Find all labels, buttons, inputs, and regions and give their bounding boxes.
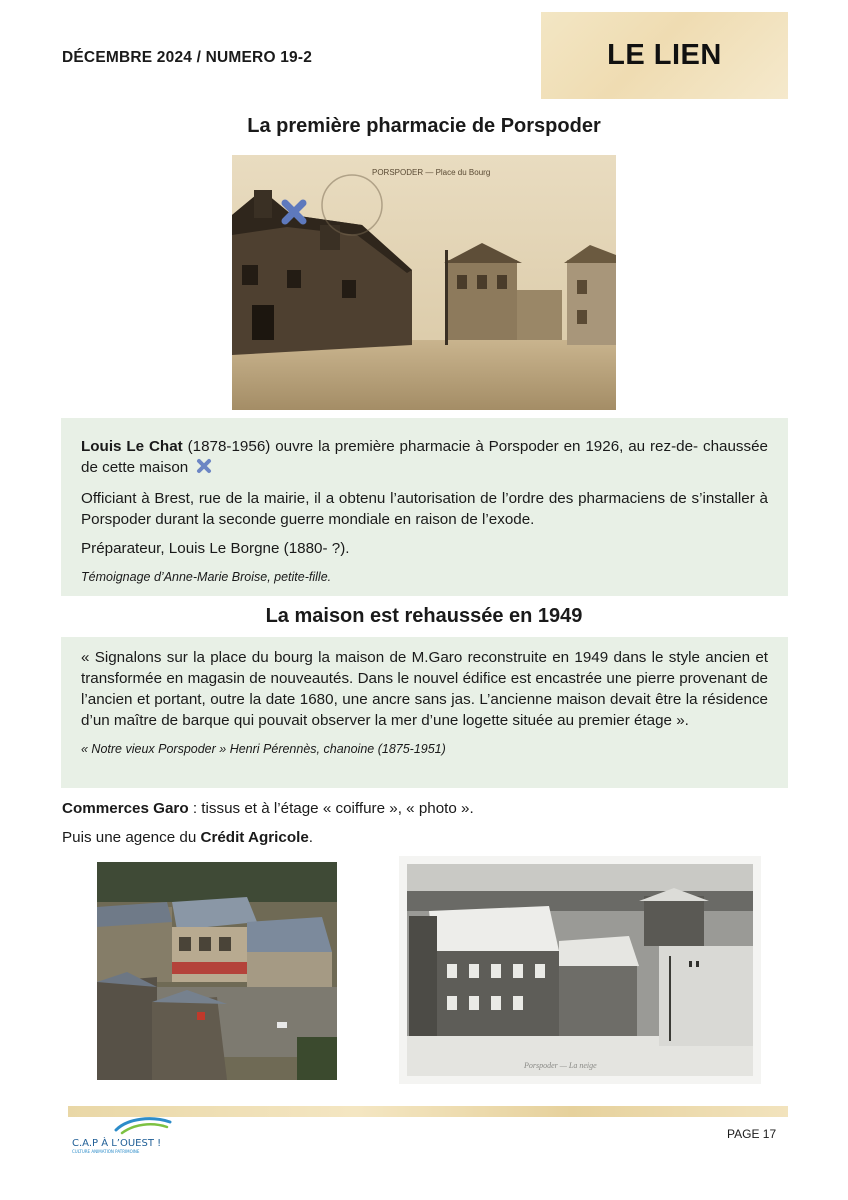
pharmacy-paragraph-3: Préparateur, Louis Le Borgne (1880- ?). (81, 540, 350, 557)
issue-label: DÉCEMBRE 2024 / NUMERO 19-2 (62, 49, 313, 66)
snow-postcard-photo (399, 856, 761, 1084)
page-number: PAGE 17 (727, 1127, 777, 1141)
section-title-house: La maison est rehaussée en 1949 (265, 605, 583, 627)
house-marker-icon (196, 458, 212, 480)
quote-text: « Signalons sur la place du bourg la maison de M.Garo reconstruite en 1949 dans le style ancien et transformée en magasin de nouveautés. Dans le nouvel édifice est encastrée une pierre provenant de l’ancien et portant, outre la date 1680, une ancre sans jas. L’ancienne maison devait être la résidence d’un maître de barque qui pouvait observer la mer d’une logette située au premier étage ». (81, 649, 768, 729)
credit-agricole-line: Puis une agence du Crédit Agricole. (62, 829, 314, 846)
section-title-pharmacy: La première pharmacie de Porspoder (247, 115, 601, 137)
quote-box (61, 637, 788, 788)
publication-banner (541, 12, 788, 99)
cap-a-louest-logo (70, 1116, 180, 1160)
publication-title: LE LIEN (607, 39, 722, 71)
snow-postcard-caption: Porspoder — La neige (524, 1061, 597, 1070)
postcard-photo-place-du-bourg (232, 155, 616, 410)
aerial-color-photo (97, 862, 337, 1080)
logo-text: C.A.P À L’OUEST ! (72, 1138, 162, 1149)
commerces-line: Commerces Garo : tissus et à l’étage « coiffure », « photo ». (62, 800, 474, 817)
pharmacy-paragraph-2: Officiant à Brest, rue de la mairie, il a obtenu l’autorisation de l’ordre des pharmaciens de s’installer à Porspoder durant la seconde guerre mondiale en raison de l’exode. (81, 490, 768, 528)
postcard-caption: PORSPODER — Place du Bourg (372, 168, 491, 177)
quote-source: « Notre vieux Porspoder » Henri Pérennès, chanoine (1875-1951) (81, 742, 446, 756)
pharmacy-paragraph-1: Louis Le Chat (1878-1956) ouvre la première pharmacie à Porspoder en 1926, au rez-de- chaussée de cette maison (81, 436, 768, 480)
testimony-source: Témoignage d’Anne-Marie Broise, petite-fille. (81, 570, 332, 584)
person-name: Louis Le Chat (81, 438, 183, 455)
pharmacy-info-box (61, 418, 788, 596)
logo-subtitle: CULTURE ANIMATION PATRIMOINE (72, 1149, 140, 1154)
